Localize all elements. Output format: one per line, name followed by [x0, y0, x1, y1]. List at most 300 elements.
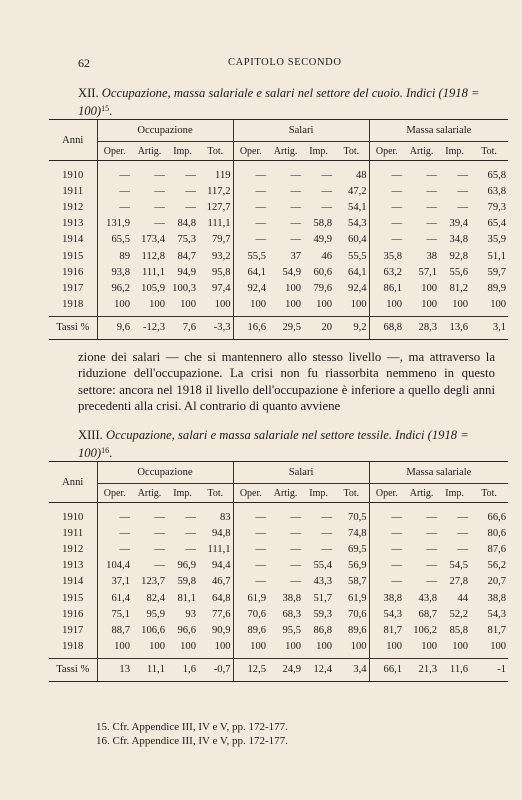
data-cell: — — [321, 511, 333, 523]
data-cell: 100 — [350, 641, 367, 653]
data-cell: 20,7 — [487, 576, 507, 588]
data-cell: — — [290, 543, 302, 555]
data-cell: 100,3 — [172, 282, 196, 294]
data-cell: 49,9 — [313, 234, 333, 246]
data-cell: — — [185, 511, 196, 523]
data-cell: 89,6 — [348, 624, 367, 636]
column-sub-header: Oper. — [97, 484, 132, 503]
data-cell: — — [290, 560, 302, 572]
tassi-cell: 11,1 — [132, 658, 167, 681]
data-cell: 89 — [97, 248, 132, 264]
row-year: 1914 — [62, 576, 84, 588]
data-cell: — — [369, 232, 404, 248]
data-cell: — — [290, 527, 302, 539]
data-cell: 60,4 — [348, 234, 367, 246]
column-sub-header: Artig. — [404, 142, 439, 161]
data-cell: 35,8 — [369, 248, 404, 264]
row-year: 1916 — [62, 266, 84, 278]
data-cell: 106,6 — [141, 624, 165, 636]
row-year: 1915 — [62, 592, 84, 604]
data-cell: 56,2 — [487, 560, 507, 572]
data-cell: 100 — [285, 299, 302, 311]
data-cell: — — [154, 527, 165, 539]
table-row — [49, 248, 508, 264]
data-cell: 56,9 — [348, 560, 367, 572]
data-cell: 34,8 — [449, 234, 469, 246]
footnotes — [96, 720, 288, 748]
row-year: 1912 — [62, 201, 84, 213]
data-cell: 46 — [321, 250, 333, 262]
data-cell: — — [233, 558, 268, 574]
data-cell: 96,2 — [97, 280, 132, 296]
data-cell: 88,7 — [97, 622, 132, 638]
header-group-row — [49, 462, 508, 484]
data-cell: — — [426, 543, 438, 555]
data-cell: 82,4 — [146, 592, 165, 604]
data-cell: 43,3 — [313, 576, 333, 588]
data-cell: 94,8 — [212, 527, 231, 539]
tassi-cell: 12,4 — [303, 658, 334, 681]
data-cell: 93,2 — [212, 250, 231, 262]
data-cell: — — [369, 503, 404, 526]
data-cell: 54,9 — [282, 266, 302, 278]
data-cell: 70,6 — [233, 606, 268, 622]
data-cell: — — [233, 183, 268, 199]
data-cell: 100 — [233, 297, 268, 317]
data-cell: 54,5 — [449, 560, 469, 572]
data-cell: 100 — [490, 299, 507, 311]
data-cell: 65,4 — [487, 218, 507, 230]
tassi-cell: 12,5 — [233, 658, 268, 681]
data-cell: — — [426, 234, 438, 246]
column-group-header: Massa salariale — [369, 462, 508, 484]
row-year: 1912 — [62, 543, 84, 555]
data-cell: 100 — [214, 299, 231, 311]
data-cell: 54,1 — [348, 201, 367, 213]
row-year: 1917 — [62, 282, 84, 294]
data-cell: 57,1 — [418, 266, 438, 278]
data-cell: — — [154, 511, 165, 523]
column-sub-header: Imp. — [439, 142, 470, 161]
data-cell: 105,9 — [141, 282, 165, 294]
table-bottom-rule — [49, 681, 508, 682]
data-cell: 38,8 — [369, 590, 404, 606]
data-cell: 92,4 — [233, 280, 268, 296]
data-cell: 54,3 — [369, 606, 404, 622]
data-cell: 39,4 — [449, 218, 469, 230]
table-row — [49, 183, 508, 199]
row-year: 1911 — [62, 185, 84, 197]
table-row — [49, 558, 508, 574]
data-cell: 90,9 — [212, 624, 231, 636]
tassi-cell: 13,6 — [439, 316, 470, 339]
data-cell: 65,8 — [487, 169, 507, 181]
data-cell: — — [426, 185, 438, 197]
table-row — [49, 232, 508, 248]
header-sub-row — [49, 142, 508, 161]
row-year: 1910 — [62, 511, 84, 523]
data-cell: 63,2 — [369, 264, 404, 280]
data-cell: 54,3 — [487, 608, 507, 620]
data-cell: — — [97, 541, 132, 557]
data-cell: 100 — [149, 641, 165, 653]
tassi-cell: 20 — [303, 316, 334, 339]
data-cell: 81,2 — [449, 282, 469, 294]
data-cell: 81,7 — [487, 624, 507, 636]
data-cell: 60,6 — [313, 266, 333, 278]
data-cell: — — [97, 183, 132, 199]
tassi-cell: -0,7 — [198, 658, 233, 681]
data-cell: 100 — [350, 299, 367, 311]
data-cell: 64,8 — [212, 592, 231, 604]
column-sub-header: Oper. — [369, 484, 404, 503]
data-cell: 52,2 — [449, 608, 469, 620]
page-number: 62 — [78, 56, 90, 70]
data-cell: 58,8 — [313, 218, 333, 230]
column-sub-header: Oper. — [233, 484, 268, 503]
data-cell: 100 — [452, 641, 469, 653]
column-sub-header: Artig. — [132, 142, 167, 161]
table-row — [49, 525, 508, 541]
data-cell: 74,8 — [348, 527, 367, 539]
tassi-cell: -1 — [470, 658, 508, 681]
data-cell: 106,2 — [413, 624, 438, 636]
data-cell: — — [290, 201, 302, 213]
data-cell: 48 — [355, 169, 367, 181]
data-cell: 89,9 — [487, 282, 507, 294]
data-cell: 38,8 — [487, 592, 507, 604]
data-cell: — — [185, 185, 196, 197]
table-header — [49, 120, 508, 161]
data-cell: — — [369, 541, 404, 557]
data-cell: 100 — [421, 299, 438, 311]
data-cell: 100 — [369, 297, 404, 317]
data-cell: 68,7 — [418, 608, 438, 620]
tassi-cell: 9,2 — [334, 316, 369, 339]
caption-number: XII. — [78, 86, 99, 100]
data-cell: 84,7 — [177, 250, 196, 262]
column-group-header: Occupazione — [97, 462, 233, 484]
data-cell: 104,4 — [97, 558, 132, 574]
data-cell: 51,7 — [313, 592, 333, 604]
data-cell: — — [233, 161, 268, 184]
data-cell: — — [290, 185, 302, 197]
data-cell: 61,9 — [233, 590, 268, 606]
tassi-cell: 11,6 — [439, 658, 470, 681]
data-cell: — — [321, 185, 333, 197]
header-sub-row — [49, 484, 508, 503]
column-group-header: Salari — [233, 120, 369, 142]
data-cell: 51,1 — [487, 250, 507, 262]
data-cell: 46,7 — [212, 576, 231, 588]
data-cell: 100 — [214, 641, 231, 653]
data-cell: 92,8 — [449, 250, 469, 262]
table-row — [49, 264, 508, 280]
tassi-cell: 21,3 — [404, 658, 439, 681]
body-paragraph — [78, 349, 495, 415]
column-sub-header: Tot. — [334, 142, 369, 161]
data-cell: — — [369, 525, 404, 541]
data-cell: — — [233, 232, 268, 248]
data-cell: 100 — [285, 282, 302, 294]
data-cell: — — [321, 527, 333, 539]
column-sub-header: Tot. — [198, 484, 233, 503]
data-cell: 58,7 — [348, 576, 367, 588]
data-cell: 127,7 — [206, 201, 231, 213]
data-cell: 59,8 — [177, 576, 196, 588]
row-year: 1917 — [62, 624, 84, 636]
table-row — [49, 590, 508, 606]
data-cell: — — [457, 543, 469, 555]
column-group-header: Occupazione — [97, 120, 233, 142]
data-cell: 100 — [452, 299, 469, 311]
column-group-header: Massa salariale — [369, 120, 508, 142]
data-cell: 111,1 — [141, 266, 165, 278]
data-cell: — — [154, 185, 165, 197]
table-caption-xiii: XIII. Occupazione, salari e massa salariale nel settore tessile. Indici (1918 = 100)$^{16}$. — [78, 428, 469, 460]
data-cell: — — [321, 543, 333, 555]
tassi-label: Tassi % — [49, 658, 97, 681]
data-cell: 70,5 — [348, 511, 367, 523]
row-year: 1913 — [62, 218, 84, 230]
data-cell: 100 — [97, 639, 132, 659]
table-row — [49, 216, 508, 232]
data-cell: 64,1 — [233, 264, 268, 280]
data-cell: 79,7 — [212, 234, 231, 246]
column-sub-header: Imp. — [439, 484, 470, 503]
table-body — [49, 503, 508, 681]
data-cell: 83 — [219, 511, 231, 523]
table-row — [49, 574, 508, 590]
data-cell: — — [97, 161, 132, 184]
data-cell: — — [369, 574, 404, 590]
data-cell: 55,5 — [233, 248, 268, 264]
data-cell: — — [185, 543, 196, 555]
row-year: 1914 — [62, 234, 84, 246]
data-cell: — — [369, 161, 404, 184]
column-sub-header: Artig. — [132, 484, 167, 503]
tassi-cell: 68,8 — [369, 316, 404, 339]
table-row — [49, 280, 508, 296]
data-cell: — — [233, 574, 268, 590]
data-cell: — — [426, 527, 438, 539]
table-row — [49, 161, 508, 184]
tassi-cell: 66,1 — [369, 658, 404, 681]
data-cell: — — [154, 218, 165, 230]
column-header-anni: Anni — [49, 462, 97, 503]
data-cell: 44 — [457, 592, 469, 604]
data-cell: 100 — [180, 641, 196, 653]
row-year: 1911 — [62, 527, 84, 539]
data-cell: — — [426, 576, 438, 588]
caption-number: XIII. — [78, 428, 103, 442]
data-cell: 37,1 — [97, 574, 132, 590]
data-cell: — — [457, 201, 469, 213]
data-cell: 81,7 — [369, 622, 404, 638]
data-cell: — — [233, 199, 268, 215]
column-sub-header: Oper. — [369, 142, 404, 161]
data-cell: — — [426, 511, 438, 523]
data-cell: 93,8 — [97, 264, 132, 280]
data-cell: 119 — [215, 169, 231, 181]
data-cell: 55,4 — [313, 560, 333, 572]
row-year: 1918 — [62, 641, 84, 653]
data-cell: 84,8 — [177, 218, 196, 230]
tassi-cell: 1,6 — [167, 658, 198, 681]
tassi-cell: 7,6 — [167, 316, 198, 339]
column-sub-header: Tot. — [470, 142, 508, 161]
data-cell: 61,4 — [97, 590, 132, 606]
running-head — [78, 56, 482, 74]
data-cell: 96,9 — [177, 560, 196, 572]
data-cell: — — [154, 169, 165, 181]
data-cell: 89,6 — [233, 622, 268, 638]
tassi-row — [49, 658, 508, 681]
data-cell: 95,5 — [282, 624, 302, 636]
data-cell: — — [369, 183, 404, 199]
data-cell: — — [154, 560, 165, 572]
data-cell: 100 — [180, 299, 196, 311]
column-sub-header: Tot. — [198, 142, 233, 161]
data-cell: 69,5 — [348, 543, 367, 555]
chapter-title: CAPITOLO SECONDO — [228, 57, 342, 68]
data-cell: 43,8 — [418, 592, 438, 604]
column-sub-header: Imp. — [167, 484, 198, 503]
footnote-ref: 15 — [101, 104, 110, 113]
column-sub-header: Imp. — [167, 142, 198, 161]
data-cell: — — [457, 511, 469, 523]
data-cell: — — [290, 234, 302, 246]
table-row — [49, 606, 508, 622]
data-cell: — — [185, 527, 196, 539]
data-cell: 55,5 — [348, 250, 367, 262]
data-cell: 100 — [97, 297, 132, 317]
data-cell: 86,8 — [313, 624, 333, 636]
data-cell: — — [457, 185, 469, 197]
row-year: 1918 — [62, 299, 84, 311]
data-cell: 94,4 — [212, 560, 231, 572]
data-cell: — — [97, 199, 132, 215]
tassi-cell: -3,3 — [198, 316, 233, 339]
data-cell: 61,9 — [348, 592, 367, 604]
data-cell: — — [426, 218, 438, 230]
data-cell: 95,8 — [212, 266, 231, 278]
data-cell: — — [233, 216, 268, 232]
caption-text: Occupazione, massa salariale e salari nel settore del cuoio. Indici (1918 = 100) — [78, 86, 480, 118]
data-cell: 112,8 — [141, 250, 165, 262]
table-bottom-rule — [49, 339, 508, 340]
data-cell: 59,3 — [313, 608, 333, 620]
data-cell: 96,6 — [177, 624, 196, 636]
paragraph-text: zione dei salari — che si mantennero allo stesso livello —, ma attraverso la riduzione dell'occupazione. La crisi non fu riassorbita nemmeno in questo settore: ancora nel 1918 il livello dell'occupazione è inferiore a quello degli anni precedenti alla crisi. Al contrario di quanto avviene — [78, 350, 495, 414]
data-cell: 75,1 — [97, 606, 132, 622]
column-sub-header: Tot. — [334, 484, 369, 503]
caption-text: Occupazione, salari e massa salariale nel settore tessile. Indici (1918 = 100) — [78, 428, 469, 460]
data-cell: 38 — [426, 250, 438, 262]
data-cell: 100 — [369, 639, 404, 659]
data-cell: — — [185, 201, 196, 213]
column-group-header: Salari — [233, 462, 369, 484]
data-cell: 100 — [490, 641, 507, 653]
data-cell: 111,1 — [207, 543, 231, 555]
data-cell: — — [97, 503, 132, 526]
data-cell: 123,7 — [141, 576, 165, 588]
row-year: 1915 — [62, 250, 84, 262]
data-cell: — — [457, 169, 469, 181]
data-cell: 93 — [185, 608, 196, 620]
data-cell: — — [154, 543, 165, 555]
tassi-cell: 3,1 — [470, 316, 508, 339]
data-cell: 27,8 — [449, 576, 469, 588]
data-cell: 100 — [233, 639, 268, 659]
data-cell: — — [290, 169, 302, 181]
column-header-anni: Anni — [49, 120, 97, 161]
tassi-cell: 16,6 — [233, 316, 268, 339]
column-sub-header: Imp. — [303, 484, 334, 503]
data-cell: 35,9 — [487, 234, 507, 246]
data-cell: — — [290, 511, 302, 523]
data-cell: 66,6 — [487, 511, 507, 523]
data-cell: — — [185, 169, 196, 181]
data-cell: — — [426, 201, 438, 213]
data-cell: — — [369, 199, 404, 215]
data-cell: — — [290, 576, 302, 588]
table-row — [49, 639, 508, 659]
table-row — [49, 622, 508, 638]
row-year: 1910 — [62, 169, 84, 181]
data-cell: — — [97, 525, 132, 541]
table-row — [49, 541, 508, 557]
data-cell: 81,1 — [177, 592, 196, 604]
tassi-cell: 3,4 — [334, 658, 369, 681]
data-cell: — — [369, 216, 404, 232]
table-body — [49, 161, 508, 339]
data-cell: — — [233, 503, 268, 526]
table-caption-xii: XII. Occupazione, massa salariale e salari nel settore del cuoio. Indici (1918 = 100)$^{15}$. — [78, 86, 480, 118]
data-cell: — — [233, 541, 268, 557]
data-cell: — — [233, 525, 268, 541]
data-cell: — — [290, 218, 302, 230]
data-cell: 87,6 — [487, 543, 507, 555]
data-cell: 100 — [421, 282, 438, 294]
tassi-cell: 24,9 — [268, 658, 303, 681]
column-sub-header: Artig. — [404, 484, 439, 503]
data-cell: 79,3 — [487, 201, 507, 213]
table-header — [49, 462, 508, 503]
data-cell: 77,6 — [212, 608, 231, 620]
tassi-cell: 9,6 — [97, 316, 132, 339]
data-cell: — — [426, 560, 438, 572]
tassi-row — [49, 316, 508, 339]
data-cell: 100 — [149, 299, 165, 311]
data-cell: — — [457, 527, 469, 539]
data-cell: 70,6 — [348, 608, 367, 620]
data-cell: 68,3 — [282, 608, 302, 620]
table-row — [49, 297, 508, 317]
column-sub-header: Artig. — [268, 484, 303, 503]
data-cell: 95,9 — [146, 608, 165, 620]
data-cell: 86,1 — [369, 280, 404, 296]
data-cell: 59,7 — [487, 266, 507, 278]
header-group-row — [49, 120, 508, 142]
footnote-15: 15. Cfr. Appendice III, IV e V, pp. 172-177. — [96, 721, 288, 733]
data-cell: 100 — [285, 641, 302, 653]
data-cell: — — [321, 169, 333, 181]
table-row — [49, 199, 508, 215]
data-cell: 100 — [421, 641, 438, 653]
row-year: 1913 — [62, 560, 84, 572]
data-cell: 94,9 — [177, 266, 196, 278]
